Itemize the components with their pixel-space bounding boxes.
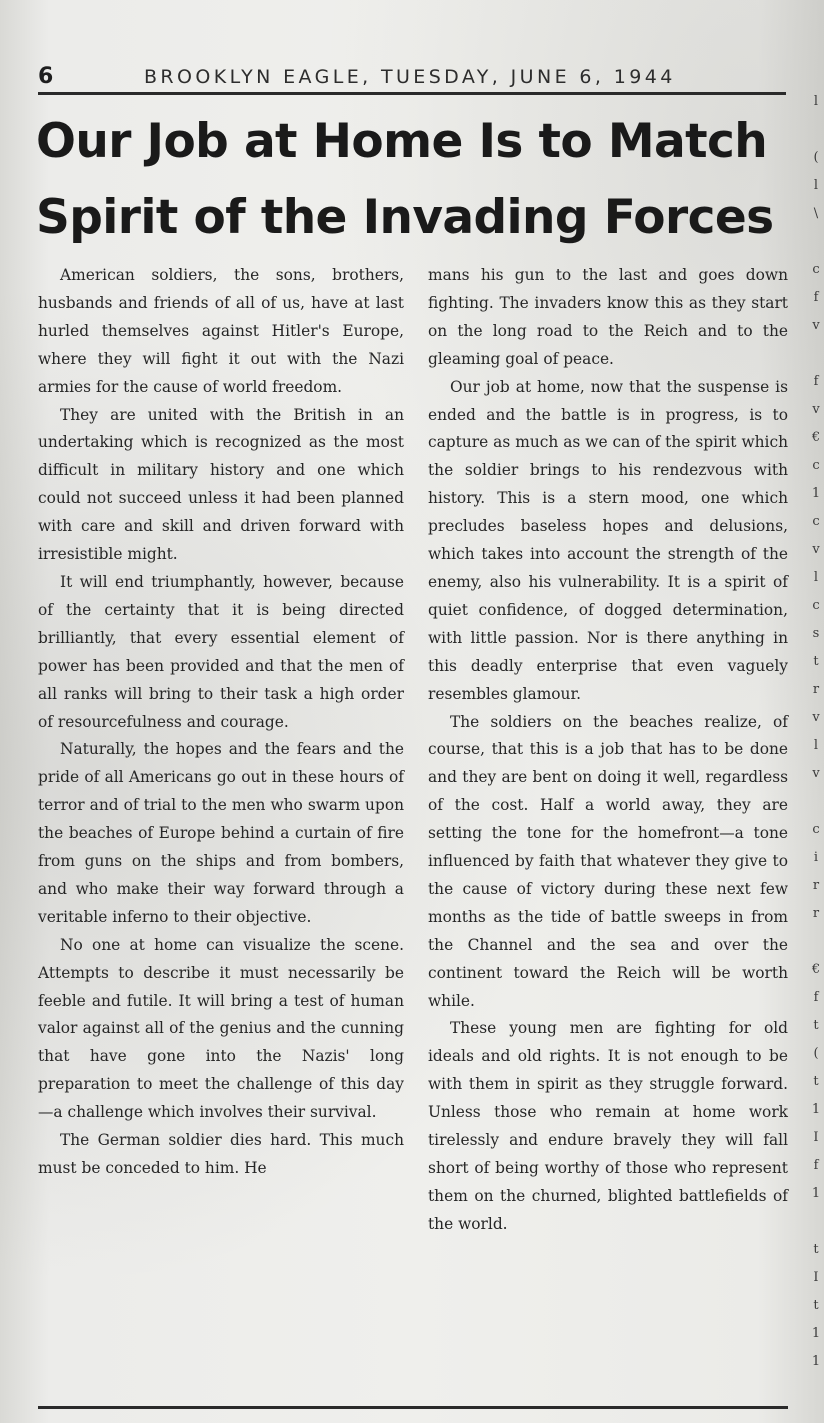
article-paragraph: No one at home can visualize the scene. Attempts to describe it must necessarily be feeble and futile. It will bring a test of human valor against all of the genius and the cunning that have gone into the Nazis' long preparation to meet the challenge of this day —a challenge which involves their survival.: [38, 935, 404, 1122]
article-column-right: [428, 262, 788, 1239]
article-paragraph: The soldiers on the beaches realize, of course, that this is a job that has to be done and they are bent on doing it well, regardless of the cost. Half a world away, they are setting the tone for the homefront—a tone influenced by faith that whatever they give to the cause of victory during these next few months as the tide of battle sweeps in from the Channel and the sea and over the continent toward the Reich will be worth while.: [428, 712, 788, 1010]
headline-line-1: Our Job at Home Is to Match: [36, 114, 768, 169]
headline-line-2: Spirit of the Invading Forces: [36, 190, 774, 245]
article-column-left: [38, 262, 404, 1183]
article-paragraph: American soldiers, the sons, brothers, husbands and friends of all of us, have at last hurled themselves against Hitler's Europe, where they will fight it out with the Nazi armies for the cause of world freedom.: [38, 266, 404, 396]
article-paragraph: Our job at home, now that the suspense is ended and the battle is in progress, is to capture as much as we can of the spirit which the soldier brings to his rendezvous with history. This is a stern mood, one which precludes baseless hopes and delusions, which takes into account the strength of the enemy, also his vulnerability. It is a spirit of quiet confidence, of dogged determination, with little passion. Nor is there anything in this deadly enterprise that even vaguely resembles glamour.: [428, 377, 788, 703]
bottom-rule: [38, 1406, 788, 1409]
article-headline: [36, 104, 792, 256]
article-paragraph: They are united with the British in an undertaking which is recognized as the most difficult in military history and one which could not succeed unless it had been planned with care and skill and driven forward with irresistible might.: [38, 405, 404, 564]
article-paragraph: These young men are fighting for old ideals and old rights. It is not enough to be with them in spirit as they struggle forward. Unless those who remain at home work tirelessly and endure bravely they will fall short of being worthy of those who represent them on the churned, blighted battlefields of the world.: [428, 1019, 788, 1233]
page-number: 6: [38, 64, 54, 89]
page-header: [38, 62, 786, 95]
adjacent-column-fragment: l ( l \ c f v f v € c 1 c v l c s t r v l v c i r r € f t ( t 1 I f 1 t I t 1 1: [811, 94, 821, 1369]
article-paragraph: Naturally, the hopes and the fears and the pride of all Americans go out in these hours of terror and of trial to the men who swarm upon the beaches of Europe behind a curtain of fire from guns on the ships and from bombers, and who make their way forward through a veritable inferno to their objective.: [38, 740, 404, 926]
running-head: BROOKLYN EAGLE, TUESDAY, JUNE 6, 1944: [144, 66, 676, 88]
article-paragraph-continued: mans his gun to the last and goes down fighting. The invaders know this as they start on the long road to the Reich and to the gleaming goal of peace.: [428, 266, 788, 368]
article-paragraph: It will end triumphantly, however, because of the certainty that it is being directed brilliantly, that every essential element of power has been provided and that the men of all ranks will bring to their task a high order of resourcefulness and courage.: [38, 572, 404, 731]
article-paragraph: The German soldier dies hard. This much must be conceded to him. He: [38, 1131, 404, 1177]
